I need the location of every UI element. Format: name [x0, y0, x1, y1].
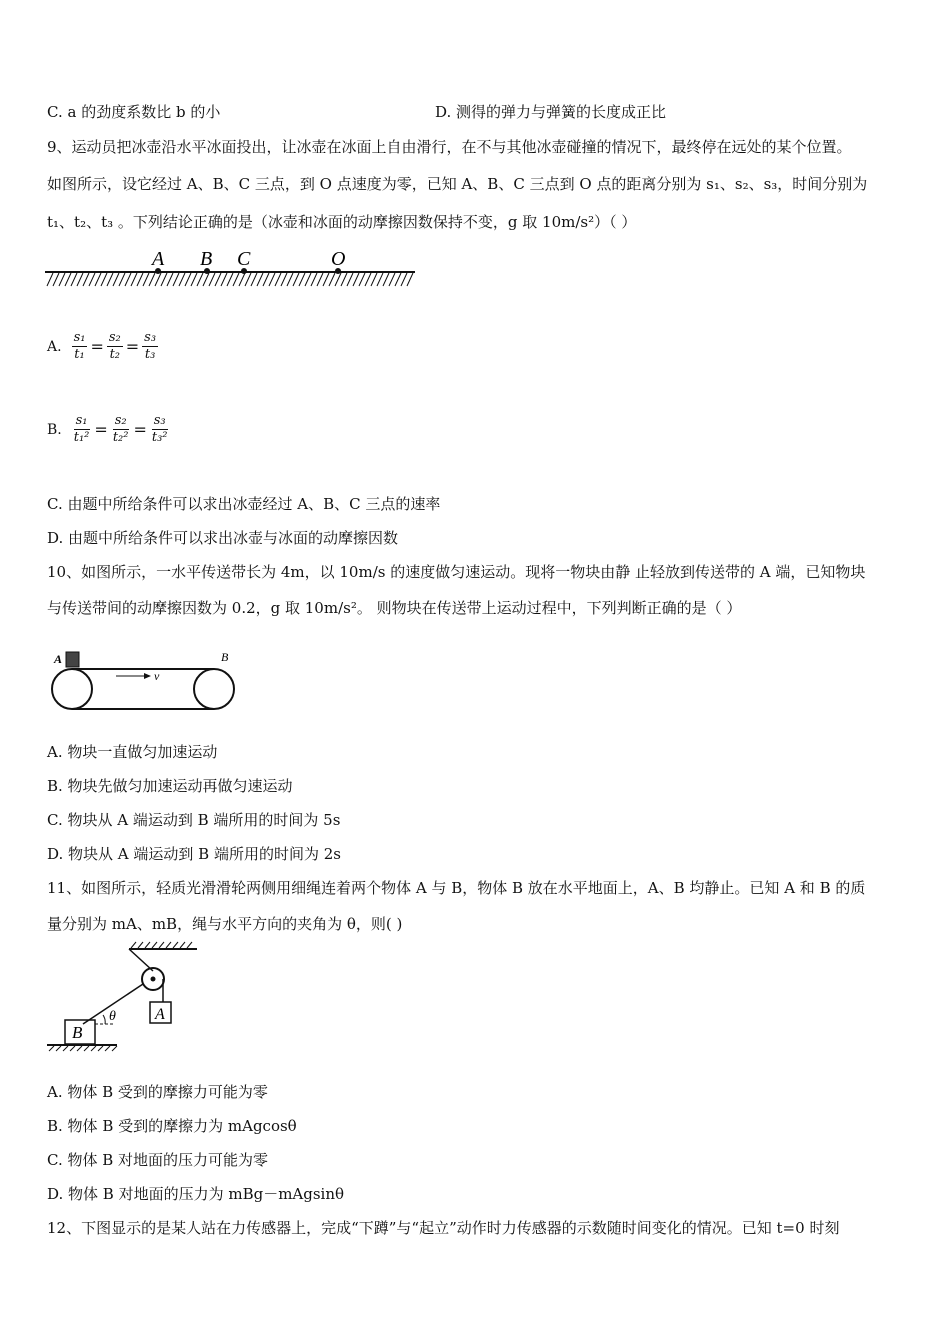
- q9-option-b-prefix: B.: [47, 421, 62, 438]
- q9-label-c: C: [237, 248, 251, 270]
- fraction: [142, 330, 158, 363]
- q10-left-roller: [52, 669, 92, 709]
- q11-label-b: B: [72, 1023, 83, 1042]
- q9-option-c: C. 由题中所给条件可以求出冰壶经过 A、B、C 三点的速率: [47, 495, 441, 513]
- q9-option-a-prefix: A.: [47, 338, 62, 355]
- q10-label-v: v: [154, 669, 160, 683]
- q10-stem-line-2: 与传送带间的动摩擦因数为 0.2，g 取 10m/s²。 则物块在传送带上运动过程中，下列判断正确的是（ ）: [47, 599, 742, 617]
- denominator: t₂²: [112, 430, 129, 445]
- q10-conveyor-figure: [50, 643, 260, 725]
- q10-stem-line-1: 10、如图所示，一水平传送带长为 4m，以 10m/s 的速度做匀速运动。现将一物块由静 止轻放到传送带的 A 端，已知物块: [47, 563, 866, 581]
- q9-label-a: A: [152, 248, 165, 270]
- q9-stem-line-3: t₁、t₂、t₃ 。下列结论正确的是（冰壶和冰面的动摩擦因数保持不变，g 取 10m/s²）（ ）: [47, 213, 637, 231]
- q10-right-roller: [194, 669, 234, 709]
- q9-stem-line-2: 如图所示，设它经过 A、B、C 三点，到 O 点速度为零，已知 A、B、C 三点到 O 点的距离分别为 s₁、s₂、s₃，时间分别为: [47, 175, 868, 193]
- q12-stem-line-1: 12、下图显示的是某人站在力传感器上，完成“下蹲”与“起立”动作时力传感器的示数随时间变化的情况。已知 t=0 时刻: [47, 1219, 840, 1237]
- denominator: t₂: [109, 347, 121, 362]
- q9-option-a: [47, 330, 160, 363]
- q8-option-d: D. 测得的弹力与弹簧的长度成正比: [435, 103, 667, 121]
- equals-sign: =: [90, 337, 104, 356]
- q11-option-a: A. 物体 B 受到的摩擦力可能为零: [47, 1083, 268, 1101]
- denominator: t₃: [144, 347, 156, 362]
- q11-option-b: B. 物体 B 受到的摩擦力为 mAgcosθ: [47, 1117, 297, 1135]
- denominator: t₁: [74, 347, 85, 362]
- q9-hatching: [47, 273, 413, 286]
- q10-label-b: B: [221, 650, 229, 664]
- q9-option-b: [47, 413, 172, 446]
- q10-option-a: A. 物块一直做匀加速运动: [47, 743, 218, 761]
- equals-sign: =: [94, 420, 108, 439]
- q10-option-d: D. 物块从 A 端运动到 B 端所用的时间为 2s: [47, 845, 341, 863]
- numerator: s₁: [75, 413, 88, 428]
- q11-stem-line-2: 量分别为 mA、mB，绳与水平方向的夹角为 θ，则( ): [47, 915, 403, 933]
- numerator: s₃: [144, 330, 157, 345]
- q9-label-b: B: [200, 248, 213, 270]
- numerator: s₂: [114, 413, 127, 428]
- denominator: t₃²: [151, 430, 168, 445]
- q8-option-c: C. a 的劲度系数比 b 的小: [47, 103, 221, 121]
- q10-option-b: B. 物块先做匀加速运动再做匀速运动: [47, 777, 293, 795]
- q11-label-a: A: [155, 1006, 165, 1023]
- q11-pulley-figure: [45, 940, 210, 1055]
- fraction: [111, 413, 131, 446]
- numerator: s₂: [108, 330, 121, 345]
- numerator: s₁: [73, 330, 86, 345]
- denominator: t₁²: [73, 430, 90, 445]
- q10-block: [66, 652, 79, 667]
- q11-stem-line-1: 11、如图所示，轻质光滑滑轮两侧用细绳连着两个物体 A 与 B，物体 B 放在水平地面上，A、B 均静止。已知 A 和 B 的质: [47, 879, 866, 897]
- q9-label-o: O: [331, 248, 346, 270]
- equals-sign: =: [133, 420, 147, 439]
- equals-sign: =: [125, 337, 140, 356]
- q9-ice-surface-figure: [45, 246, 420, 294]
- fraction: [107, 330, 123, 363]
- fraction: [72, 413, 92, 446]
- q10-option-c: C. 物块从 A 端运动到 B 端所用的时间为 5s: [47, 811, 341, 829]
- q9-option-d: D. 由题中所给条件可以求出冰壶与冰面的动摩擦因数: [47, 529, 399, 547]
- numerator: s₃: [153, 413, 166, 428]
- q11-label-theta: θ: [109, 1009, 116, 1024]
- q11-option-c: C. 物体 B 对地面的压力可能为零: [47, 1151, 269, 1169]
- q10-label-a: A: [54, 652, 63, 666]
- q9-stem-line-1: 9、运动员把冰壶沿水平冰面投出，让冰壶在冰面上自由滑行，在不与其他冰壶碰撞的情况下，最终停在远处的某个位置。: [47, 138, 852, 156]
- fraction: [150, 413, 170, 446]
- fraction: [72, 330, 88, 363]
- q11-option-d: D. 物体 B 对地面的压力为 mBg－mAgsinθ: [47, 1185, 345, 1203]
